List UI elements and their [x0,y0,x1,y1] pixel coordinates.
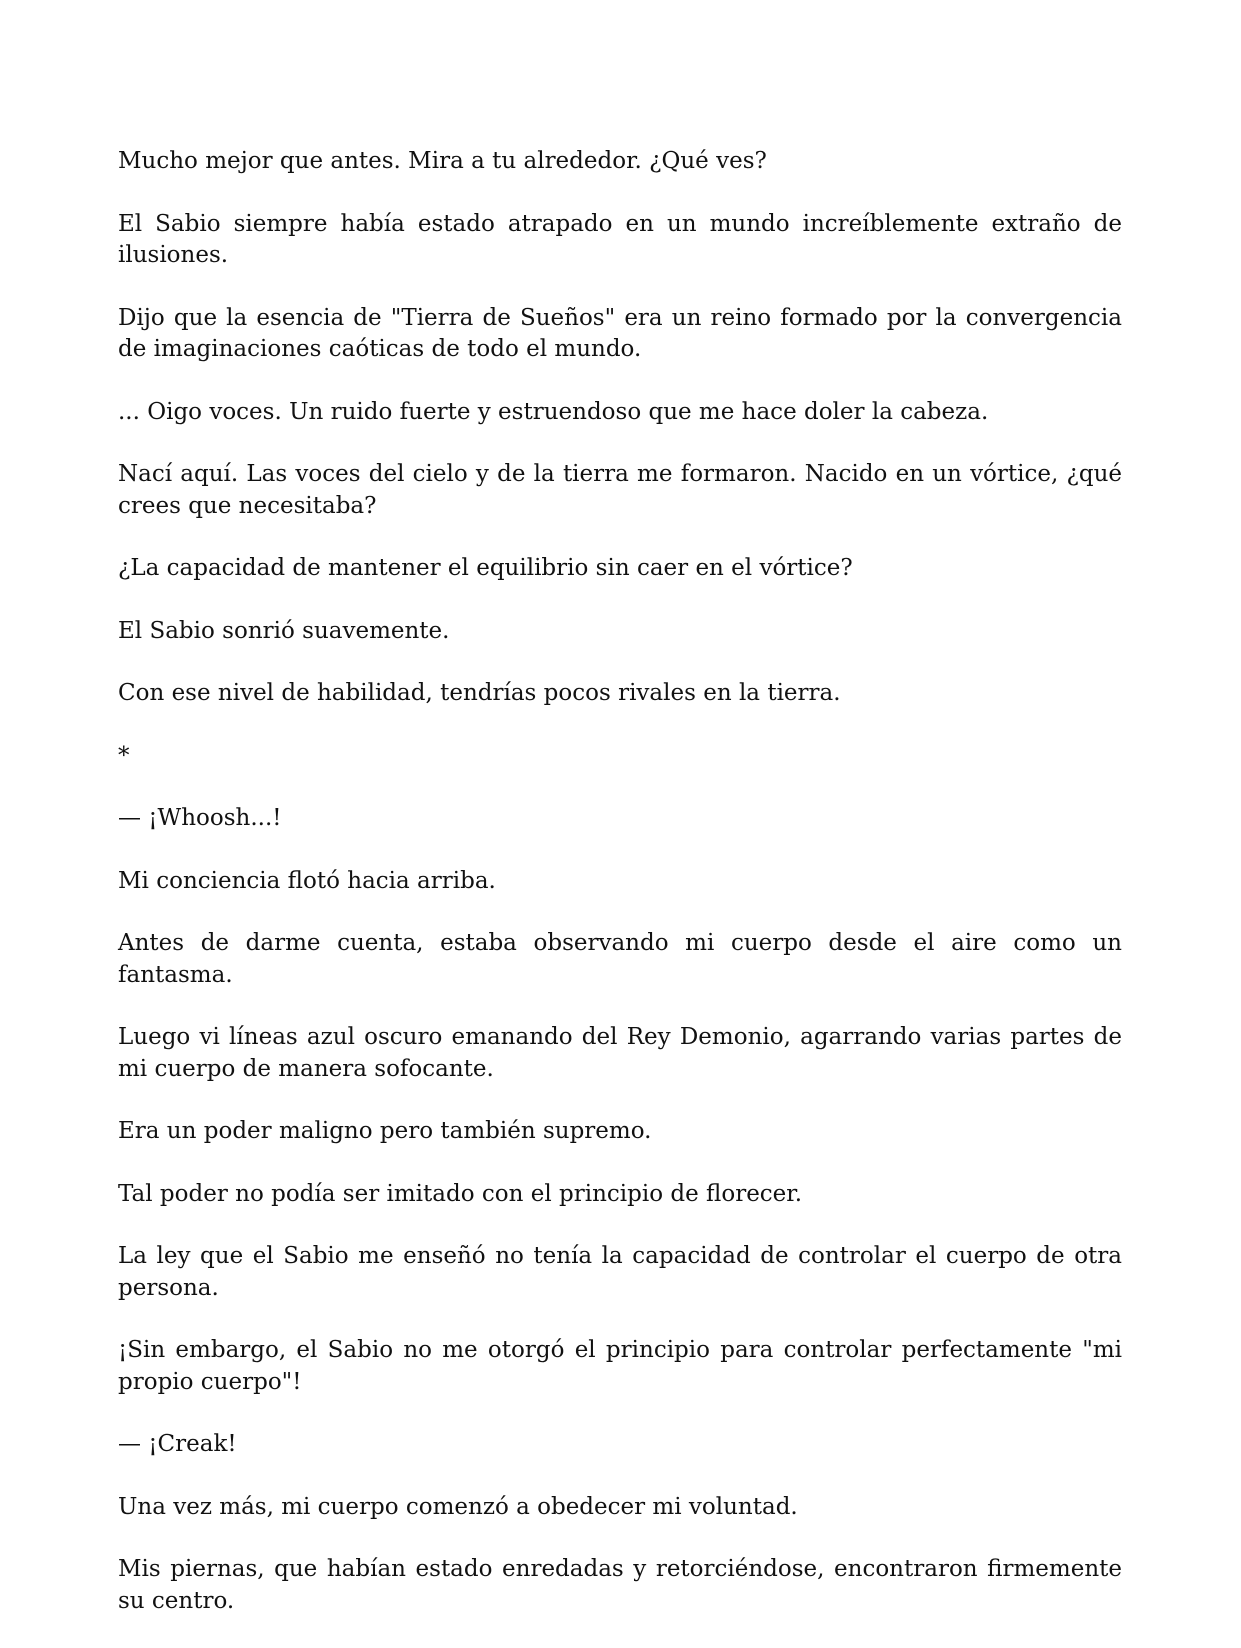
paragraph: ¡Sin embargo, el Sabio no me otorgó el principio para controlar perfectamente "mi propio cuerpo"! [118,1337,1122,1395]
paragraph: — ¡Creak! [118,1431,237,1457]
paragraph: La ley que el Sabio me enseñó no tenía la capacidad de controlar el cuerpo de otra persona. [118,1243,1122,1301]
paragraph: Dijo que la esencia de "Tierra de Sueños" era un reino formado por la convergencia de imaginaciones caóticas de todo el mundo. [118,304,1122,362]
paragraph: Antes de darme cuenta, estaba observando mi cuerpo desde el aire como un fantasma. [118,930,1122,988]
paragraph: ... Oigo voces. Un ruido fuerte y estruendoso que me hace doler la cabeza. [118,398,989,425]
paragraph: El Sabio sonrió suavemente. [118,617,450,644]
paragraph: Mucho mejor que antes. Mira a tu alrededor. ¿Qué ves? [118,148,767,174]
paragraph: ¿La capacidad de mantener el equilibrio sin caer en el vórtice? [118,555,853,581]
paragraph: El Sabio siempre había estado atrapado en un mundo increíblemente extraño de ilusiones. [118,210,1122,268]
paragraph: Una vez más, mi cuerpo comenzó a obedecer mi voluntad. [118,1493,798,1520]
paragraph: — ¡Whoosh...! [118,805,282,831]
document-body [118,146,1122,1648]
paragraph: Luego vi líneas azul oscuro emanando del Rey Demonio, agarrando varias partes de mi cuerpo de manera sofocante. [118,1024,1122,1082]
scene-break: * [118,742,130,769]
paragraph: Mis piernas, que habían estado enredadas y retorciéndose, encontraron firmemente su centro. [118,1556,1122,1614]
paragraph: Mi conciencia flotó hacia arriba. [118,867,496,894]
paragraph: Era un poder maligno pero también supremo. [118,1118,652,1144]
paragraph: Nací aquí. Las voces del cielo y de la tierra me formaron. Nacido en un vórtice, ¿qué crees que necesitaba? [118,461,1122,519]
paragraph: Tal poder no podía ser imitado con el principio de florecer. [118,1180,803,1207]
paragraph: Con ese nivel de habilidad, tendrías pocos rivales en la tierra. [118,680,841,706]
